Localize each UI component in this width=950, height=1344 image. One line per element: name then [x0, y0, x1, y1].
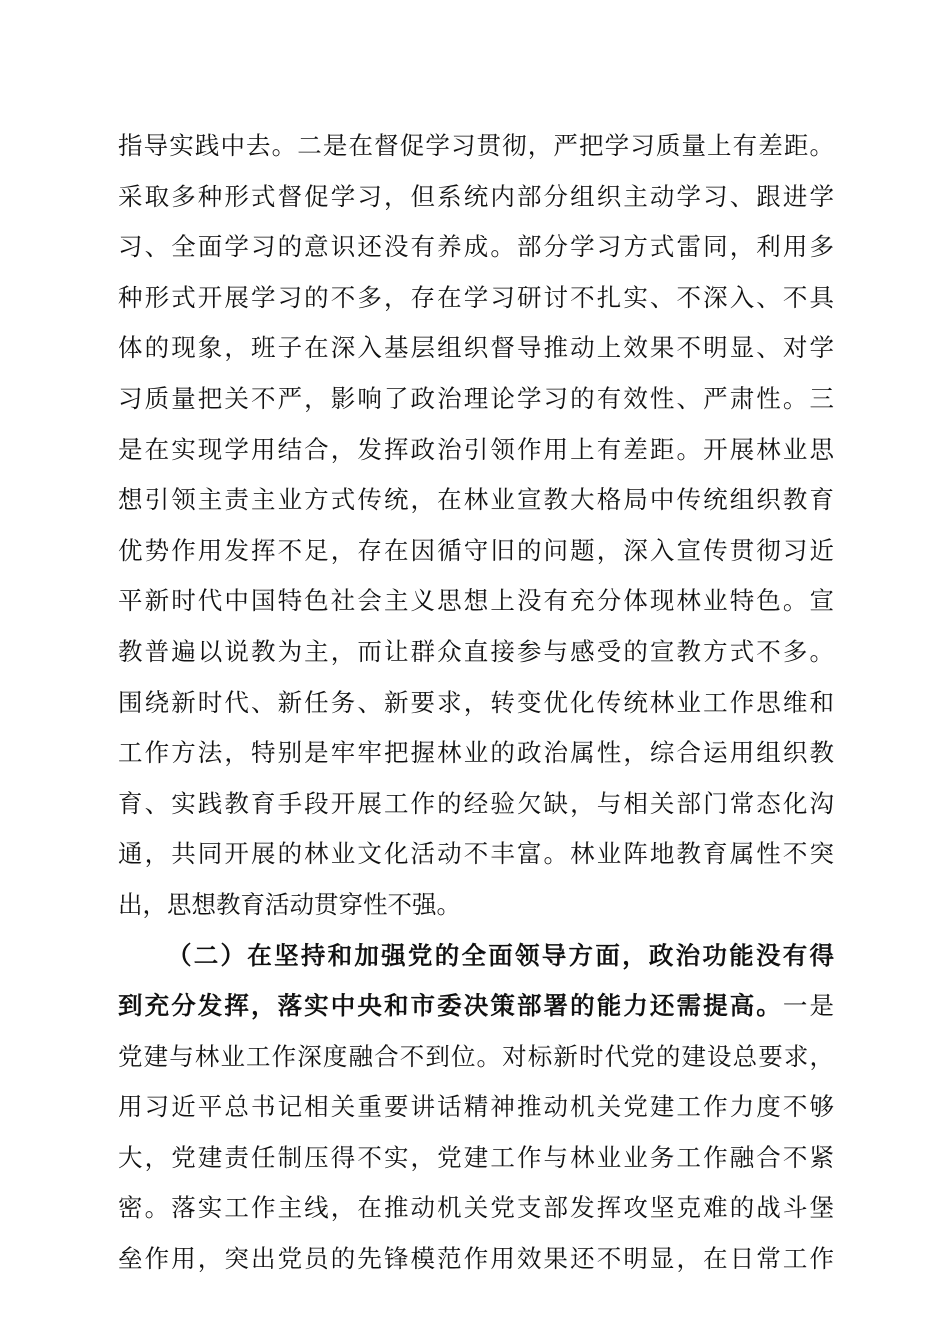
- text-line: 习质量把关不严，影响了政治理论学习的有效性、严肃性。三: [118, 383, 834, 413]
- heading-continuation-line: [118, 981, 834, 1032]
- section-heading: （二）在坚持和加强党的全面领导方面，政治功能没有得: [167, 940, 834, 970]
- text-line: 平新时代中国特色社会主义思想上没有充分体现林业特色。宣: [118, 586, 834, 616]
- text-line: 大，党建责任制压得不实，党建工作与林业业务工作融合不紧: [118, 1142, 834, 1172]
- text-line: 党建与林业工作深度融合不到位。对标新时代党的建设总要求，: [118, 1041, 834, 1071]
- text-line: 种形式开展学习的不多，存在学习研讨不扎实、不深入、不具: [118, 282, 834, 312]
- text-line: 围绕新时代、新任务、新要求，转变优化传统林业工作思维和: [118, 687, 834, 717]
- text-line: 育、实践教育手段开展工作的经验欠缺，与相关部门常态化沟: [118, 788, 834, 818]
- text-line: 密。落实工作主线，在推动机关党支部发挥攻坚克难的战斗堡: [118, 1193, 834, 1223]
- document-page: [118, 121, 834, 1285]
- text-line: 采取多种形式督促学习，但系统内部分组织主动学习、跟进学: [118, 181, 834, 211]
- text-line: 通，共同开展的林业文化活动不丰富。林业阵地教育属性不突: [118, 839, 834, 869]
- paragraph-1: [118, 121, 834, 931]
- text-line: 工作方法，特别是牢牢把握林业的政治属性，综合运用组织教: [118, 738, 834, 768]
- text-line: 是在实现学用结合，发挥政治引领作用上有差距。开展林业思: [118, 434, 834, 464]
- text-line: 习、全面学习的意识还没有养成。部分学习方式雷同，利用多: [118, 232, 834, 262]
- text-line: 垒作用，突出党员的先锋模范作用效果还不明显，在日常工作: [118, 1244, 834, 1274]
- section-heading-continued: 到充分发挥，落实中央和市委决策部署的能力还需提高。: [118, 991, 783, 1021]
- paragraph-2: [118, 931, 834, 1285]
- text-line: 体的现象，班子在深入基层组织督导推动上效果不明显、对学: [118, 333, 834, 363]
- text-line: 指导实践中去。二是在督促学习贯彻，严把学习质量上有差距。: [118, 131, 834, 160]
- heading-tail-text: 一是: [782, 991, 835, 1021]
- text-line: 想引领主责主业方式传统，在林业宣教大格局中传统组织教育: [118, 485, 834, 515]
- text-line: 优势作用发挥不足，存在因循守旧的问题，深入宣传贯彻习近: [118, 535, 834, 565]
- text-line: 教普遍以说教为主，而让群众直接参与感受的宣教方式不多。: [118, 636, 834, 666]
- text-line: 出，思想教育活动贯穿性不强。: [118, 889, 461, 919]
- text-line: 用习近平总书记相关重要讲话精神推动机关党建工作力度不够: [118, 1092, 834, 1122]
